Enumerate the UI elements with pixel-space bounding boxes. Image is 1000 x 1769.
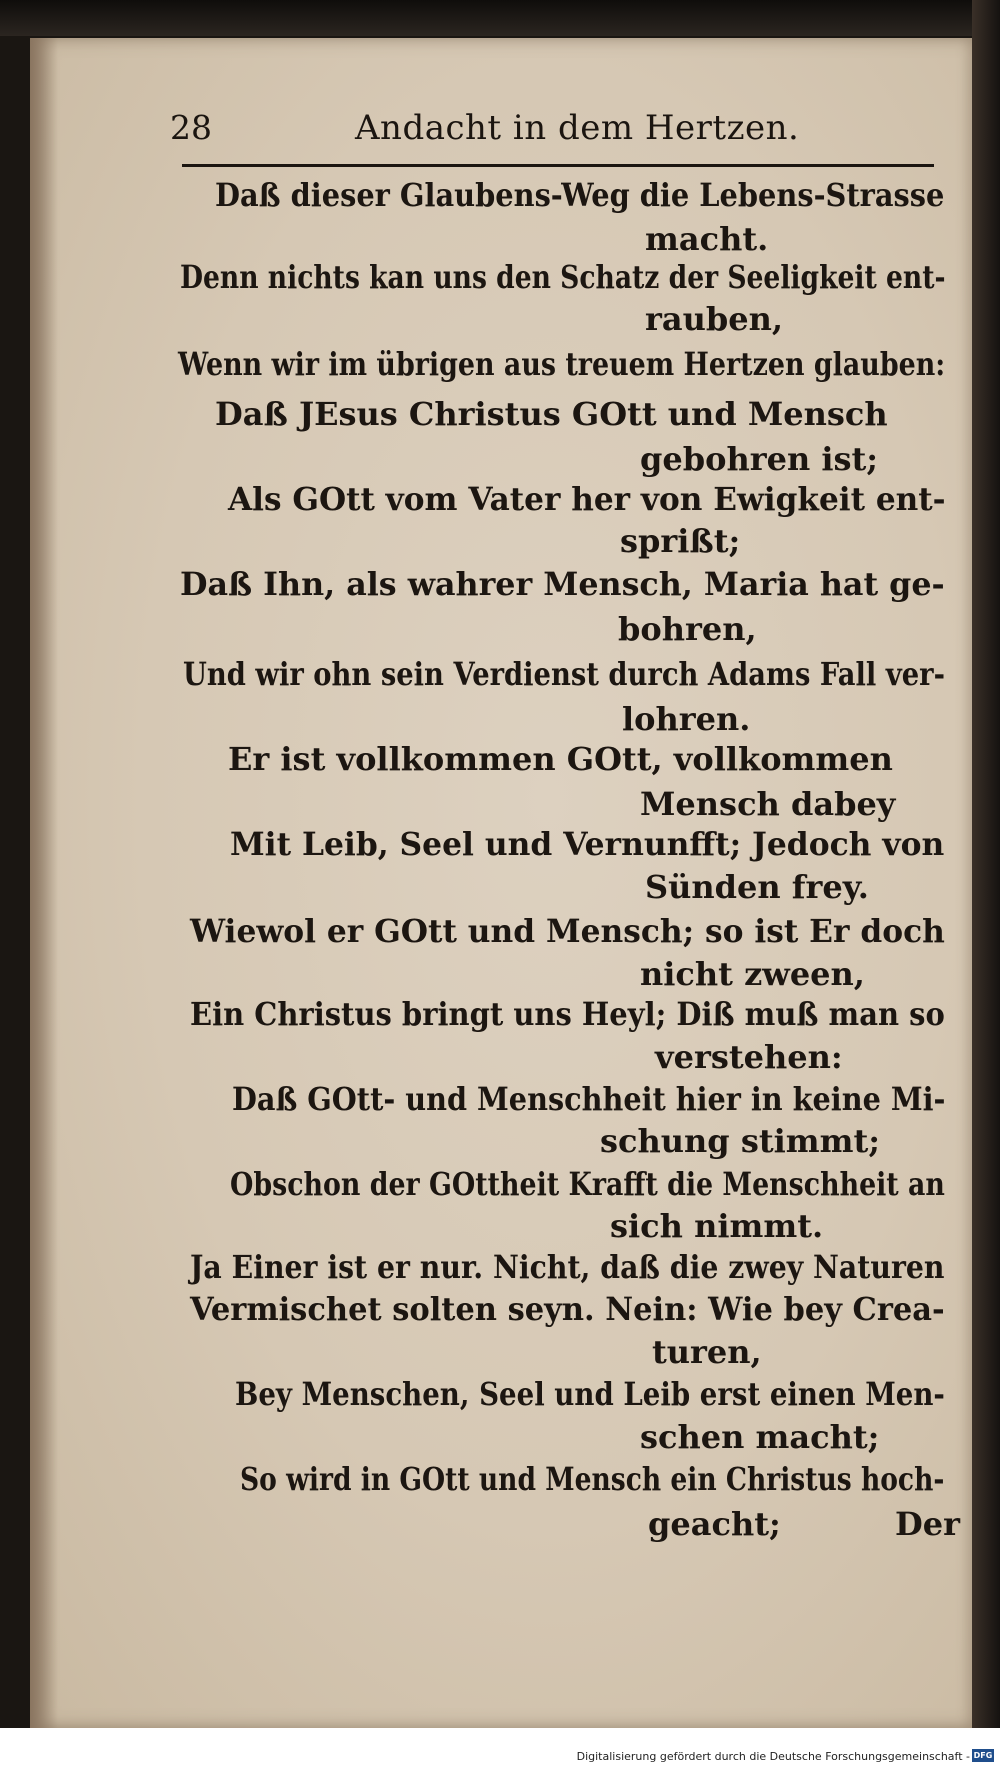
page-spine-shadow (30, 38, 58, 1728)
book-edge-top (0, 0, 1000, 36)
verse-line: geacht; (648, 1505, 781, 1543)
page-number: 28 (170, 108, 212, 147)
dfg-logo: DFG (973, 1751, 993, 1760)
verse-line: sprißt; (620, 522, 741, 560)
digitization-credit: Digitalisierung gefördert durch die Deutsche Forschungsgemeinschaft - (576, 1750, 970, 1763)
verse-line: lohren. (622, 700, 751, 738)
verse-line: schung stimmt; (600, 1122, 881, 1160)
verse-line: Und wir ohn sein Verdienst durch Adams Fall ver- (183, 655, 945, 693)
verse-line: Er ist vollkommen GOtt, vollkommen (228, 740, 893, 778)
verse-line: Denn nichts kan uns den Schatz der Seeligkeit ent- (180, 258, 946, 296)
verse-line: schen macht; (640, 1418, 880, 1456)
verse-line: sich nimmt. (610, 1207, 824, 1245)
verse-line: Daß dieser Glaubens-Weg die Lebens-Strasse (215, 176, 945, 214)
catchword: Der (895, 1505, 960, 1543)
verse-line: bohren, (618, 610, 757, 648)
verse-line: Ja Einer ist er nur. Nicht, daß die zwey Naturen (190, 1248, 945, 1286)
verse-line: Daß GOtt- und Menschheit hier in keine Mi- (232, 1080, 946, 1118)
verse-line: Mensch dabey (640, 785, 896, 823)
verse-line: Wenn wir im übrigen aus treuem Hertzen glauben: (178, 345, 946, 383)
verse-line: verstehen: (655, 1038, 843, 1076)
verse-line: nicht zween, (640, 955, 865, 993)
verse-line: Daß JEsus Christus GOtt und Mensch (215, 395, 888, 433)
verse-line: Mit Leib, Seel und Vernunfft; Jedoch von (230, 825, 945, 863)
verse-line: Bey Menschen, Seel und Leib erst einen Men- (235, 1375, 945, 1413)
book-edge-right (972, 0, 1000, 1769)
verse-line: Vermischet solten seyn. Nein: Wie bey Crea- (190, 1290, 945, 1328)
verse-line: rauben, (645, 300, 783, 338)
verse-line: turen, (652, 1333, 762, 1371)
page-header (170, 108, 930, 158)
verse-line: Als GOtt vom Vater her von Ewigkeit ent- (228, 480, 946, 518)
verse-line: So wird in GOtt und Mensch ein Christus hoch- (240, 1460, 945, 1498)
verse-line: Wiewol er GOtt und Mensch; so ist Er doch (190, 912, 945, 950)
verse-line: Daß Ihn, als wahrer Mensch, Maria hat ge- (180, 565, 945, 603)
header-rule (182, 164, 934, 167)
verse-line: macht. (645, 220, 769, 258)
running-head: Andacht in dem Hertzen. (355, 108, 800, 148)
verse-line: Obschon der GOttheit Krafft die Menschheit an (230, 1165, 945, 1203)
verse-line: Ein Christus bringt uns Heyl; Diß muß man so (190, 995, 945, 1033)
verse-line: gebohren ist; (640, 440, 879, 478)
verse-line: Sünden frey. (645, 868, 869, 906)
